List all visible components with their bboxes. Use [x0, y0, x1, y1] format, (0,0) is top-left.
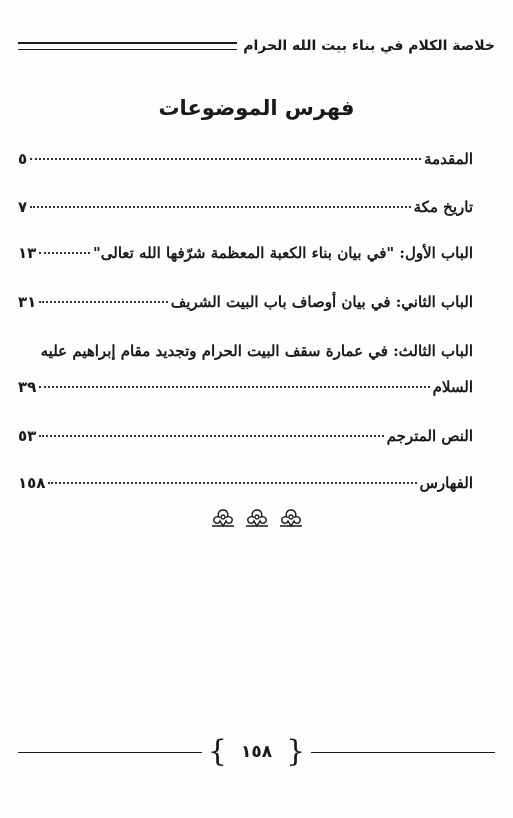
- toc-page-number: ١٥٨: [18, 474, 46, 492]
- left-brace-icon: {: [207, 734, 227, 769]
- toc-entry-label: تاريخ مكة: [413, 198, 473, 216]
- toc-entry-history[interactable]: [18, 198, 473, 216]
- toc-entry-chapter-3[interactable]: الباب الثالث: في عمارة سقف البيت الحرام وتجديد مقام إبراهيم عليه: [40, 342, 473, 360]
- footer-rule-left: [18, 752, 202, 753]
- header-rule: [18, 42, 237, 50]
- footer-page-number-box: [202, 734, 311, 769]
- toc-entry-introduction[interactable]: [18, 150, 473, 168]
- toc-page-number: ٥: [18, 150, 28, 168]
- toc-page-number: ٣٩: [18, 378, 37, 396]
- toc-entry-chapter-2[interactable]: [18, 293, 473, 311]
- toc-page-number: ٣١: [18, 293, 37, 311]
- running-header: [18, 38, 495, 54]
- page-footer: [18, 735, 495, 769]
- dot-leader: [39, 301, 167, 303]
- page-title: فهرس الموضوعات: [158, 96, 355, 120]
- dot-leader: [39, 386, 429, 388]
- toc-entry-label: الباب الأول: "في بيان بناء الكعبة المعظمة شرّفها الله تعالى": [92, 244, 473, 262]
- toc-entry-label: السلام: [432, 378, 473, 396]
- toc-entry-chapter-3-continuation[interactable]: [18, 378, 473, 396]
- toc-entry-translated-text[interactable]: [18, 427, 473, 445]
- dot-leader: [30, 206, 410, 208]
- toc-page-number: ٧: [18, 198, 28, 216]
- right-brace-icon: }: [286, 734, 306, 769]
- toc-page-number: ٥٣: [18, 427, 37, 445]
- toc-page-number: ١٣: [18, 244, 37, 262]
- toc-entry-label: المقدمة: [424, 150, 473, 168]
- toc-entry-label: الباب الثاني: في بيان أوصاف باب البيت الشريف: [170, 293, 473, 311]
- section-ornaments: [0, 508, 513, 528]
- footer-page-number: ١٥٨: [240, 742, 273, 762]
- dot-leader: [48, 482, 416, 484]
- toc-entry-chapter-1[interactable]: [18, 244, 473, 262]
- toc-entry-label: الفهارس: [419, 474, 473, 492]
- running-header-title: خلاصة الكلام في بناء بيت الله الحرام: [243, 38, 495, 54]
- floral-ornament-icon: [278, 508, 304, 528]
- toc-entry-label: النص المترجم: [386, 427, 473, 445]
- dot-leader: [39, 435, 383, 437]
- toc-entry-indexes[interactable]: [18, 474, 473, 492]
- floral-ornament-icon: [244, 508, 270, 528]
- floral-ornament-icon: [210, 508, 236, 528]
- dot-leader: [39, 252, 90, 254]
- footer-rule-right: [311, 752, 495, 753]
- dot-leader: [30, 158, 421, 160]
